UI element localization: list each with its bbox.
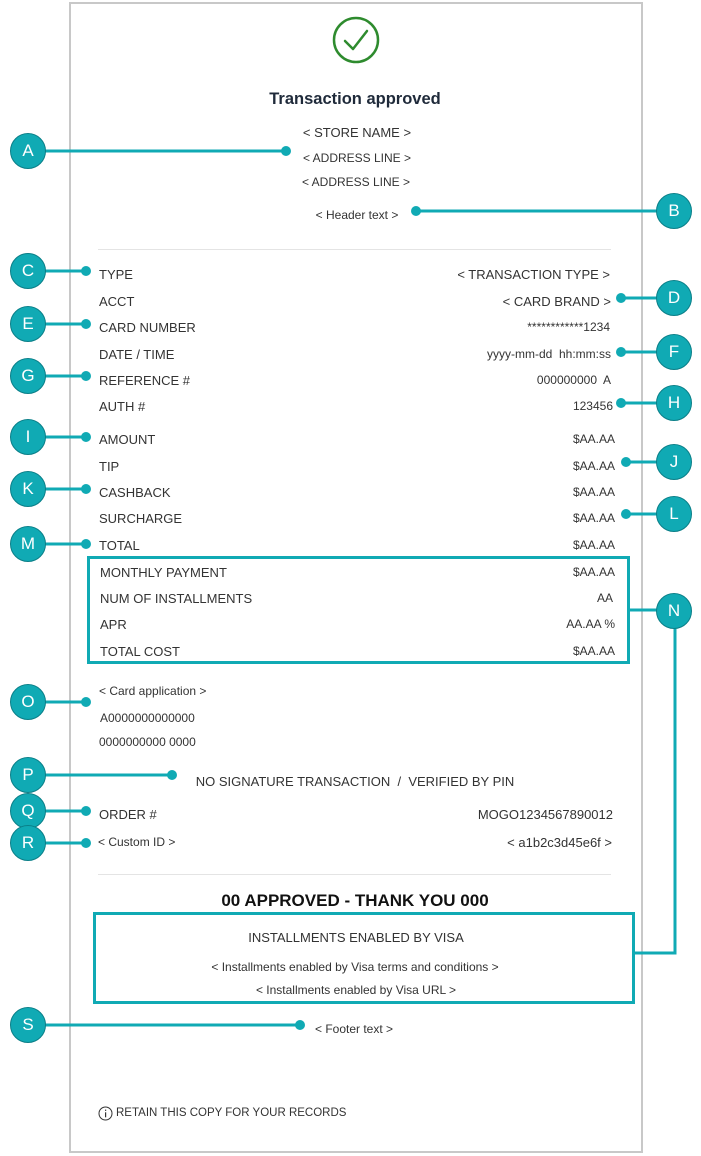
row-label-amount: AMOUNT: [99, 432, 156, 447]
leader-dot-a: [281, 146, 291, 156]
callout-q: Q: [10, 793, 46, 829]
installment-label-num: NUM OF INSTALLMENTS: [100, 591, 253, 606]
leader-dot-f: [616, 347, 626, 357]
row-value-acct: < CARD BRAND >: [502, 294, 611, 309]
callout-r: R: [10, 825, 46, 861]
row-value-type: < TRANSACTION TYPE >: [457, 267, 610, 282]
custom-id-label: < Custom ID >: [98, 835, 176, 849]
callout-g: G: [10, 358, 46, 394]
installment-label-monthly: MONTHLY PAYMENT: [100, 565, 227, 580]
installment-label-total-cost: TOTAL COST: [100, 644, 180, 659]
row-value-cashback: $AA.AA: [572, 485, 615, 499]
leader-dot-o: [81, 697, 91, 707]
leader-dot-l: [621, 509, 631, 519]
callout-e: E: [10, 306, 46, 342]
leader-dot-d: [616, 293, 626, 303]
application-id: A0000000000000: [100, 711, 195, 725]
callout-d: D: [656, 280, 692, 316]
callout-p: P: [10, 757, 46, 793]
row-label-date-time: DATE / TIME: [99, 347, 175, 362]
callout-c: C: [10, 253, 46, 289]
row-value-tip: $AA.AA: [572, 459, 615, 473]
terminal-verification: 0000000000 0000: [99, 735, 196, 749]
receipt-title: Transaction approved: [269, 90, 441, 108]
callout-i: I: [10, 419, 46, 455]
verification-method: NO SIGNATURE TRANSACTION / VERIFIED BY PIN: [195, 774, 515, 789]
leader-dot-h: [616, 398, 626, 408]
installment-value-apr: AA.AA %: [566, 617, 615, 631]
leader-line-n-visa: [634, 628, 675, 953]
row-label-tip: TIP: [99, 459, 120, 474]
visa-url: < Installments enabled by Visa URL >: [255, 983, 457, 997]
installment-value-monthly: $AA.AA: [572, 565, 615, 579]
leader-dot-b: [411, 206, 421, 216]
callout-b: B: [656, 193, 692, 229]
row-value-surcharge: $AA.AA: [572, 511, 615, 525]
callout-o: O: [10, 684, 46, 720]
header-text: < Header text >: [315, 208, 399, 222]
row-label-total: TOTAL: [99, 538, 140, 553]
row-label-cashback: CASHBACK: [99, 485, 171, 500]
callout-s: S: [10, 1007, 46, 1043]
order-value: MOGO1234567890012: [477, 807, 613, 822]
leader-dot-q: [81, 806, 91, 816]
row-label-type: TYPE: [99, 267, 133, 282]
leader-dot-g: [81, 371, 91, 381]
callout-l: L: [656, 496, 692, 532]
footer-text: < Footer text >: [314, 1022, 394, 1036]
callout-f: F: [656, 334, 692, 370]
installment-label-apr: APR: [100, 617, 127, 632]
row-value-reference: 000000000 A: [536, 373, 611, 387]
callout-a: A: [10, 133, 46, 169]
callout-h: H: [656, 385, 692, 421]
leader-dot-c: [81, 266, 91, 276]
callout-n: N: [656, 593, 692, 629]
installment-value-num: AA: [596, 591, 613, 605]
row-label-surcharge: SURCHARGE: [99, 511, 183, 526]
leader-dot-m: [81, 539, 91, 549]
visa-heading: INSTALLMENTS ENABLED BY VISA: [248, 930, 464, 945]
store-name: < STORE NAME >: [302, 125, 412, 140]
row-value-total: $AA.AA: [572, 538, 615, 552]
card-application: < Card application >: [99, 684, 207, 698]
callout-m: M: [10, 526, 46, 562]
address-line-1: < ADDRESS LINE >: [302, 151, 412, 165]
custom-id-value: < a1b2c3d45e6f >: [507, 835, 612, 850]
address-line-2: < ADDRESS LINE >: [301, 175, 411, 189]
row-value-auth: 123456: [572, 399, 613, 413]
order-label: ORDER #: [99, 807, 157, 822]
leader-dot-e: [81, 319, 91, 329]
row-label-acct: ACCT: [99, 294, 135, 309]
row-label-card-number: CARD NUMBER: [99, 320, 196, 335]
leader-dot-k: [81, 484, 91, 494]
visa-terms: < Installments enabled by Visa terms and conditions >: [211, 960, 499, 974]
row-value-card-number: ************1234: [527, 320, 610, 334]
retain-notice: RETAIN THIS COPY FOR YOUR RECORDS: [116, 1107, 347, 1119]
approval-message: 00 APPROVED - THANK YOU 000: [221, 891, 489, 910]
leader-dot-i: [81, 432, 91, 442]
row-label-reference: REFERENCE #: [99, 373, 191, 388]
leader-dot-s: [295, 1020, 305, 1030]
callout-k: K: [10, 471, 46, 507]
row-value-date-time: yyyy-mm-dd hh:mm:ss: [486, 347, 611, 361]
callout-j: J: [656, 444, 692, 480]
row-label-auth: AUTH #: [99, 399, 146, 414]
leader-dot-p: [167, 770, 177, 780]
installment-value-total-cost: $AA.AA: [572, 644, 615, 658]
leader-dot-r: [81, 838, 91, 848]
leader-dot-j: [621, 457, 631, 467]
row-value-amount: $AA.AA: [572, 432, 615, 446]
